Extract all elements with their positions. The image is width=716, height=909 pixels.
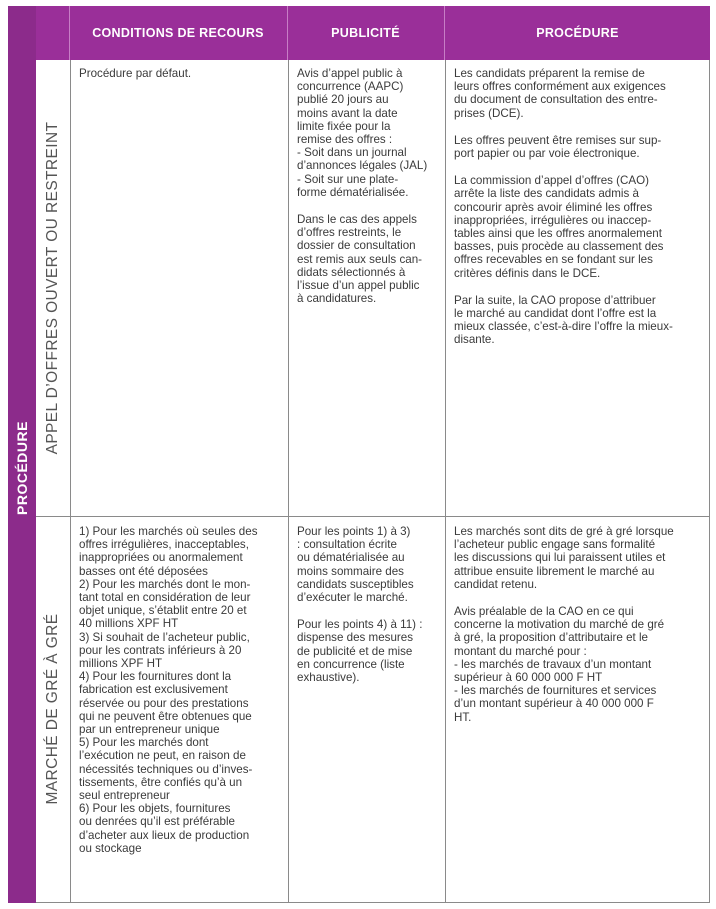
cell-conditions-appel-offres: Procédure par défaut. bbox=[79, 67, 192, 80]
header-publicite: PUBLICITÉ bbox=[331, 26, 400, 40]
cell-procedure-gre-a-gre: Les marchés sont dits de gré à gré lorsque l’acheteur public engage sans formalité les discussions qui lui paraissent utiles et attribue ensuite librement le marché au candidat retenu. Avis préalable de la CAO en ce qui concerne la motivation du marché de gré à gré, la proposition d’attributaire et le montant du marché pour : - les marchés de travaux d’un montant supérieur à 60 000 000 F HT - les marchés de fournitures et services d’un montant supérieur à 40 000 000 F HT. bbox=[454, 525, 674, 724]
procedure-table bbox=[8, 6, 710, 903]
cell-conditions-gre-a-gre: 1) Pour les marchés où seules des offres irrégulières, inacceptables, inappropriées ou anormalement basses ont été déposées 2) Pour les marchés dont le mon- tant total en considération de leur objet unique, s’établit entre 20 et 40 millions XPF HT 3) Si souhait de l’acheteur public, pour les contrats inférieurs à 20 millions XPF HT 4) Pour les fournitures dont la fabrication est exclusivement réservée ou pour des prestations qui ne peuvent être obtenues que par un entrepreneur unique 5) Pour les marchés dont l’exécution ne peut, en raison de nécessités techniques ou d’inves- tissements, être confiés qu’à un seul entrepreneur 6) Pour les objets, fournitures ou denrées qu’il est préférable d’acheter aux lieux de production ou stockage bbox=[79, 525, 258, 855]
header-conditions: CONDITIONS DE RECOURS bbox=[92, 26, 264, 40]
cell-publicite-gre-a-gre: Pour les points 1) à 3) : consultation écrite ou dématérialisée au moins sommaire des candidats susceptibles d’exécuter le marché. Pour les points 4) à 11) : dispense des mesures de publicité et de mise en concurrence (liste exhaustive). bbox=[297, 525, 423, 685]
cell-procedure-appel-offres: Les candidats préparent la remise de leurs offres conformément aux exigences du document de consultation des entre- prises (DCE). Les offres peuvent être remises sur sup- port papier ou par voie électronique. La commission d’appel d’offres (CAO) arrête la liste des candidats admis à concourir après avoir éliminé les offres inappropriées, irrégulières ou inaccep- tables ainsi que les offres anormalement basses, puis procède au classement des offres recevables en se fondant sur les critères définis dans le DCE. Par la suite, la CAO propose d’attribuer le marché au candidat dont l’offre est la mieux classée, c’est-à-dire l’offre la mieux- disante. bbox=[454, 67, 673, 347]
row-label-gre-a-gre: MARCHÉ DE GRÉ À GRÉ bbox=[44, 613, 61, 805]
header-procedure: PROCÉDURE bbox=[536, 26, 619, 40]
cell-publicite-appel-offres: Avis d’appel public à concurrence (AAPC) publié 20 jours au moins avant la date limite fixée pour la remise des offres : - Soit dans un journal d’annonces légales (JAL) - Soit sur une plate- forme dématérialisée. Dans le cas des appels d’offres restreints, le dossier de consultation est remis aux seuls can- didats sélectionnés à l’issue d’un appel public à candidatures. bbox=[297, 67, 428, 306]
procedure-side-label: PROCÉDURE bbox=[14, 421, 30, 515]
table-header bbox=[36, 6, 710, 60]
row-label-appel-offres: APPEL D’OFFRES OUVERT OU RESTREINT bbox=[44, 121, 61, 455]
